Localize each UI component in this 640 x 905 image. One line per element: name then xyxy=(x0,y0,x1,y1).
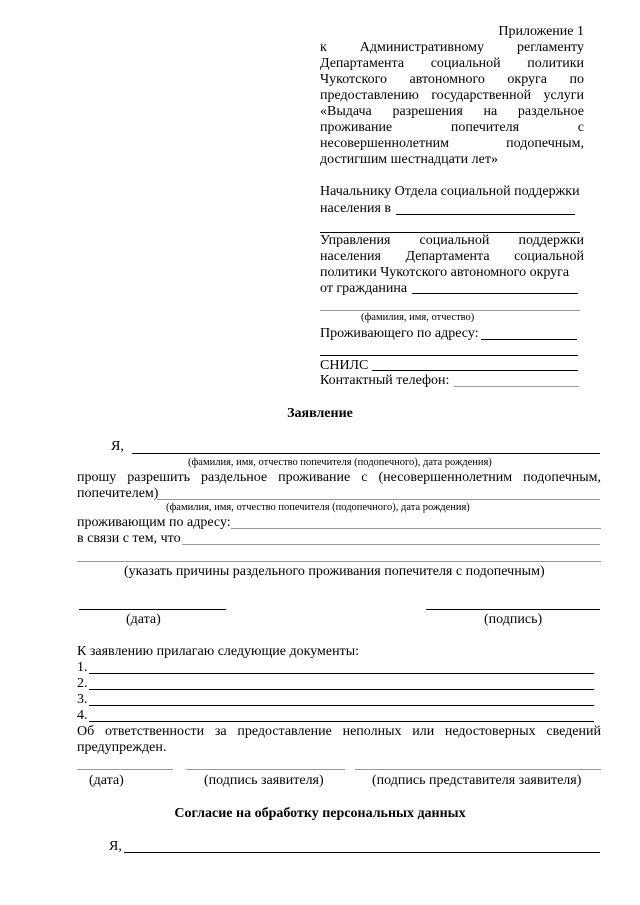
date-label: (дата) xyxy=(126,612,161,627)
ward-hint: (фамилия, имя, отчество попечителя (подопечного), дата рождения) xyxy=(166,502,470,513)
appendix-line: проживание попечителя с xyxy=(320,120,584,135)
ward-name-field[interactable] xyxy=(157,499,600,500)
attachment-field[interactable] xyxy=(89,689,594,690)
ward-address-field[interactable] xyxy=(231,528,601,529)
date-field[interactable] xyxy=(79,609,226,610)
reason-field[interactable] xyxy=(182,544,600,545)
reason-hint: (указать причины раздельного проживания попечителя с подопечным) xyxy=(124,564,545,579)
consent-name-field[interactable] xyxy=(124,852,600,853)
residing-label: Проживающего по адресу: xyxy=(320,326,479,341)
citizen-name-field[interactable] xyxy=(412,293,578,294)
appendix-line: к Административному регламенту xyxy=(320,40,584,55)
reason-field-continued[interactable] xyxy=(77,561,601,562)
addressee-head: Начальнику Отдела социальной поддержки xyxy=(320,184,580,199)
attachment-field[interactable] xyxy=(89,673,594,674)
applicant-signature-field[interactable] xyxy=(186,769,345,770)
appendix-line: достигшим шестнадцати лет» xyxy=(320,152,498,167)
phone-label: Контактный телефон: xyxy=(320,373,450,388)
request-line2: попечителем) xyxy=(77,486,159,501)
attachment-field[interactable] xyxy=(89,705,594,706)
appendix-line: Департамента социальной политики xyxy=(320,56,584,71)
dept-line: политики Чукотского автономного округа xyxy=(320,265,570,280)
dept-line: Управления социальной поддержки xyxy=(320,233,584,248)
ward-residing-label: проживающим по адресу: xyxy=(77,515,231,530)
warning-line2: предупрежден. xyxy=(77,740,167,755)
final-date-label: (дата) xyxy=(89,773,124,788)
appendix-line: предоставлению государственной услуги xyxy=(320,88,584,103)
region-field[interactable] xyxy=(396,214,575,215)
attachment-number: 3. xyxy=(77,692,88,707)
snils-field[interactable] xyxy=(372,370,578,371)
snils-label: СНИЛС xyxy=(320,358,369,373)
attachment-number: 4. xyxy=(77,708,88,723)
addressee-region-label: населения в xyxy=(320,201,392,216)
appendix-line: «Выдача разрешения на раздельное xyxy=(320,104,584,119)
attachment-field[interactable] xyxy=(89,721,594,722)
from-label: от гражданина xyxy=(320,281,408,296)
statement-title: Заявление xyxy=(287,406,353,421)
applicant-signature-label: (подпись заявителя) xyxy=(204,773,324,788)
dept-line: населения Департамента социальной xyxy=(320,249,584,264)
consent-title: Согласие на обработку персональных данных xyxy=(174,806,466,821)
representative-signature-field[interactable] xyxy=(355,769,601,770)
signature-label: (подпись) xyxy=(484,612,543,627)
appendix-text xyxy=(320,40,584,168)
signature-field[interactable] xyxy=(426,609,600,610)
reason-label: в связи с тем, что xyxy=(77,531,181,546)
residing-field[interactable] xyxy=(481,339,577,340)
attachment-number: 2. xyxy=(77,676,88,691)
appendix-line: Чукотского автономного округа по xyxy=(320,72,584,87)
attachments-intro: К заявлению прилагаю следующие документы: xyxy=(77,644,360,659)
consent-ya-label: Я, xyxy=(109,839,122,854)
appendix-line: несовершеннолетним подопечным, xyxy=(320,136,584,151)
guardian-hint: (фамилия, имя, отчество попечителя (подопечного), дата рождения) xyxy=(188,457,492,468)
dept-block xyxy=(320,233,584,281)
ya-label: Я, xyxy=(111,439,124,454)
appendix-title: Приложение 1 xyxy=(498,24,584,39)
fio-hint: (фамилия, имя, отчество) xyxy=(361,312,475,323)
request-line: прошу разрешить раздельное проживание с (несовершеннолетним подопечным, xyxy=(77,470,601,485)
representative-signature-label: (подпись представителя заявителя) xyxy=(372,773,582,788)
residing-field-continued[interactable] xyxy=(320,355,578,356)
final-date-field[interactable] xyxy=(77,769,173,770)
citizen-name-field-continued[interactable] xyxy=(320,310,580,311)
warning-line: Об ответственности за предоставление неполных или недостоверных сведений xyxy=(77,724,601,739)
attachment-number: 1. xyxy=(77,660,88,675)
phone-field[interactable] xyxy=(454,386,579,387)
guardian-name-field[interactable] xyxy=(132,453,600,454)
